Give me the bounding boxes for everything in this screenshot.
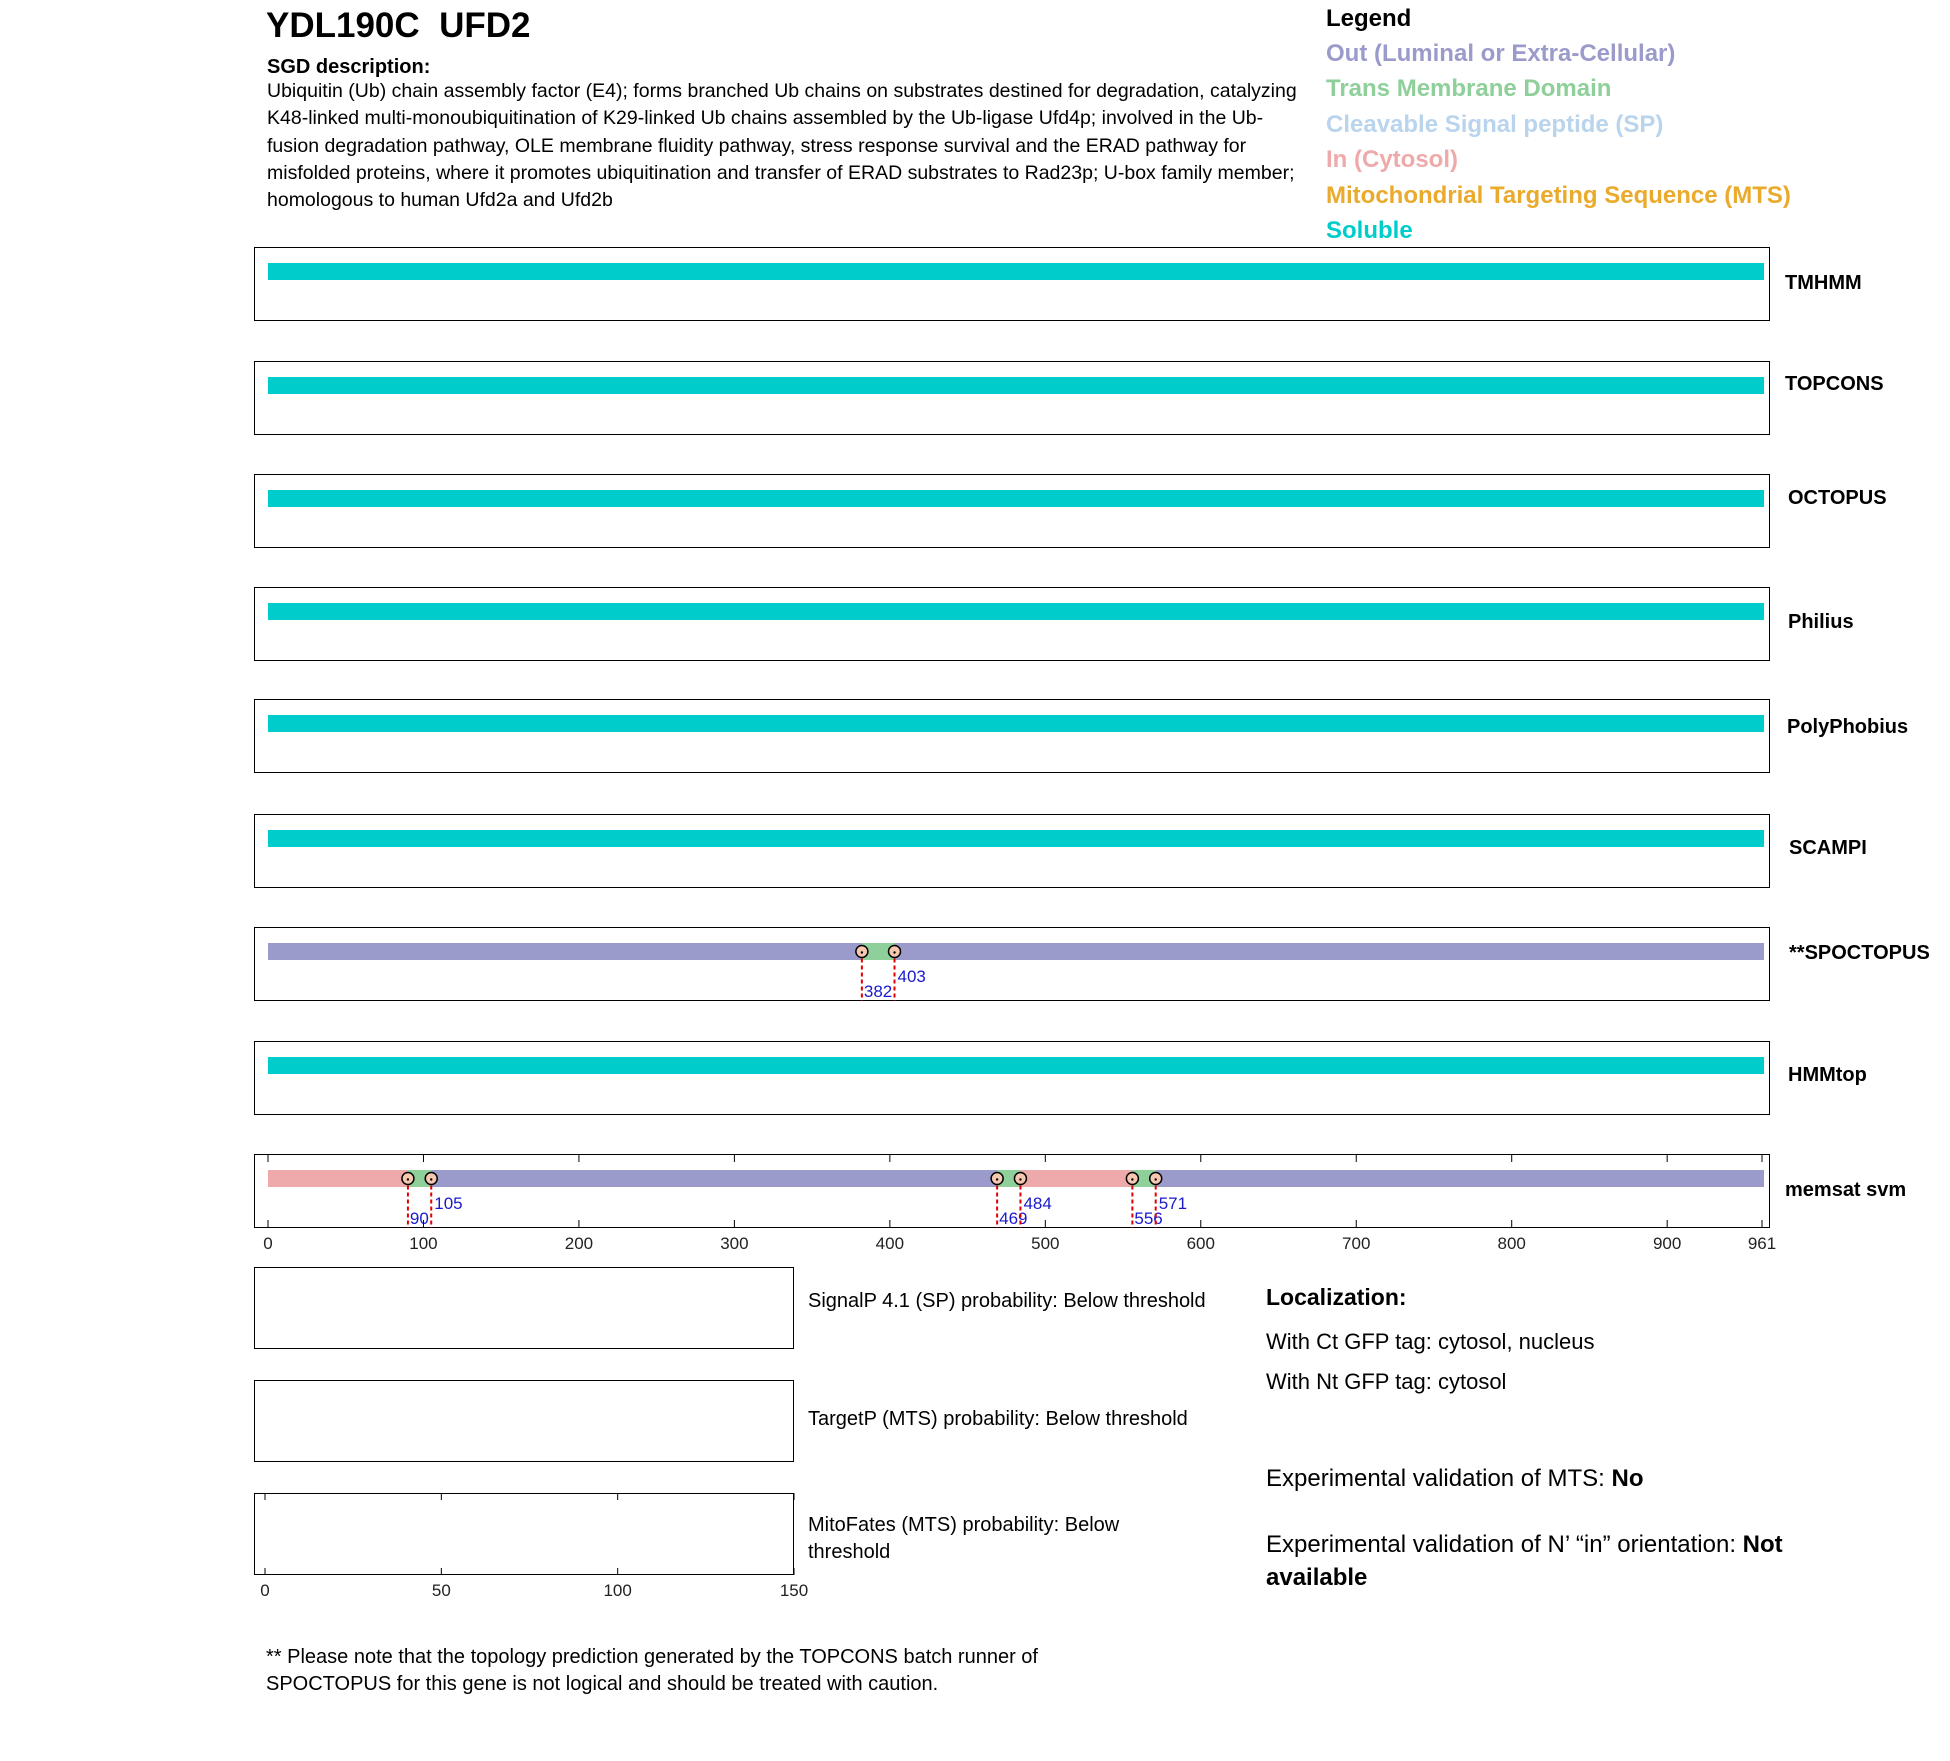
segment-memsatsvm-in-0 [268,1170,408,1187]
marker-dot-center-memsatsvm-469 [996,1178,998,1180]
small-axis-tick-label-50: 50 [431,1581,451,1600]
track-label-topcons: TOPCONS [1785,373,1884,395]
footnote: ** Please note that the topology prediction generated by the TOPCONS batch runner of SPOCTOPUS for this gene is not logical and should be treated with caution. [266,1646,1038,1695]
segment-memsatsvm-in-4 [1020,1170,1132,1187]
segment-hmmtop-soluble-0 [268,1057,1764,1074]
small-axis-tick-label-150: 150 [779,1581,809,1600]
localization-nt-gfp: With Nt GFP tag: cytosol [1266,1369,1507,1394]
axis-tick-label-300: 300 [720,1234,749,1253]
marker-dot-center-spoctopus-382 [861,951,863,953]
track-label-philius: Philius [1788,611,1854,633]
legend-item-mts: Mitochondrial Targeting Sequence (MTS) [1326,182,1791,209]
signalp-probability: SignalP 4.1 (SP) probability: Below threshold [808,1290,1206,1312]
marker-label-memsatsvm-105: 105 [434,1194,463,1213]
legend-item-in: In (Cytosol) [1326,146,1458,173]
marker-label-memsatsvm-556: 556 [1134,1209,1163,1228]
segment-octopus-soluble-0 [268,490,1764,507]
segment-tmhmm-soluble-0 [268,263,1764,280]
marker-dot-center-memsatsvm-484 [1019,1178,1021,1180]
segment-spoctopus-out-0 [268,943,862,960]
track-label-spoctopus: **SPOCTOPUS [1789,942,1930,964]
legend-item-sp: Cleavable Signal peptide (SP) [1326,111,1664,138]
axis-tick-label-100: 100 [409,1234,438,1253]
marker-label-memsatsvm-571: 571 [1158,1194,1188,1213]
axis-tick-label-700: 700 [1342,1234,1371,1253]
marker-dot-center-memsatsvm-105 [430,1178,432,1180]
marker-label-memsatsvm-484: 484 [1023,1194,1052,1213]
legend-item-out: Out (Luminal or Extra-Cellular) [1326,40,1676,67]
axis-tick-label-961: 961 [1747,1234,1777,1253]
axis-tick-label-800: 800 [1497,1234,1526,1253]
track-label-octopus: OCTOPUS [1788,487,1887,509]
marker-label-memsatsvm-469: 469 [999,1209,1028,1228]
segment-polyphobius-soluble-0 [268,715,1764,732]
segment-philius-soluble-0 [268,603,1764,620]
track-label-hmmtop: HMMtop [1788,1064,1867,1086]
localization-title: Localization: [1266,1284,1407,1310]
legend-item-tm: Trans Membrane Domain [1326,75,1612,102]
small-axis-tick-label-100: 100 [603,1581,632,1600]
small-axis-tick-label-0: 0 [260,1581,270,1600]
marker-dot-center-memsatsvm-571 [1154,1178,1156,1180]
segment-scampi-soluble-0 [268,830,1764,847]
sgd-description-text: Ubiquitin (Ub) chain assembly factor (E4); forms branched Ub chains on substrates destined for degradation, catalyzing K48-linked multi-monoubiquitination of K29-linked Ub chains assembled by the Ub-ligase Ufd4p; involved in the Ub-fusion degradation pathway, OLE membrane fluidity pathway, stress response survival and the ERAD pathway for misfolded proteins, where it promotes ubiquitination and transfer of ERAD substrates to Rad23p; U-box family member; homologous to human Ufd2a and Ufd2b [267,80,1297,212]
validation-mts-value: No [1611,1465,1644,1492]
legend-title: Legend [1326,5,1412,32]
axis-tick-label-900: 900 [1652,1234,1682,1253]
mitofates-probability: MitoFates (MTS) probability: Below threshold [808,1514,1120,1563]
segment-topcons-soluble-0 [268,377,1764,394]
marker-dot-center-memsatsvm-90 [407,1178,409,1180]
track-label-polyphobius: PolyPhobius [1787,716,1909,738]
track-label-scampi: SCAMPI [1789,837,1867,859]
axis-tick-label-0: 0 [263,1234,273,1253]
track-label-memsat: memsat svm [1785,1179,1907,1201]
validation-mts [1266,1462,1866,1495]
validation-mts-prefix: Experimental validation of MTS: [1266,1465,1612,1492]
marker-label-spoctopus-403: 403 [897,967,926,986]
axis-tick-label-400: 400 [875,1234,905,1253]
validation-orientation-value: Not available [1266,1531,1783,1591]
gene-title: YDL190C UFD2 [266,6,531,45]
targetp-probability: TargetP (MTS) probability: Below threshold [808,1408,1188,1430]
segment-memsatsvm-out-2 [431,1170,997,1187]
axis-tick-label-200: 200 [564,1234,594,1253]
marker-dot-center-spoctopus-403 [893,951,895,953]
marker-label-memsatsvm-90: 90 [409,1209,429,1228]
legend-item-soluble: Soluble [1326,217,1413,244]
segment-memsatsvm-out-6 [1156,1170,1764,1187]
axis-tick-label-600: 600 [1186,1234,1215,1253]
validation-orientation [1266,1528,1866,1594]
sgd-description-label: SGD description: [267,56,431,78]
track-label-tmhmm: TMHMM [1785,272,1862,294]
marker-label-spoctopus-382: 382 [863,982,893,1001]
marker-dot-center-memsatsvm-556 [1131,1178,1133,1180]
validation-orientation-prefix: Experimental validation of N’ “in” orientation: [1266,1531,1743,1558]
axis-tick-label-500: 500 [1031,1234,1060,1253]
segment-spoctopus-out-2 [895,943,1764,960]
localization-ct-gfp: With Ct GFP tag: cytosol, nucleus [1266,1329,1595,1354]
